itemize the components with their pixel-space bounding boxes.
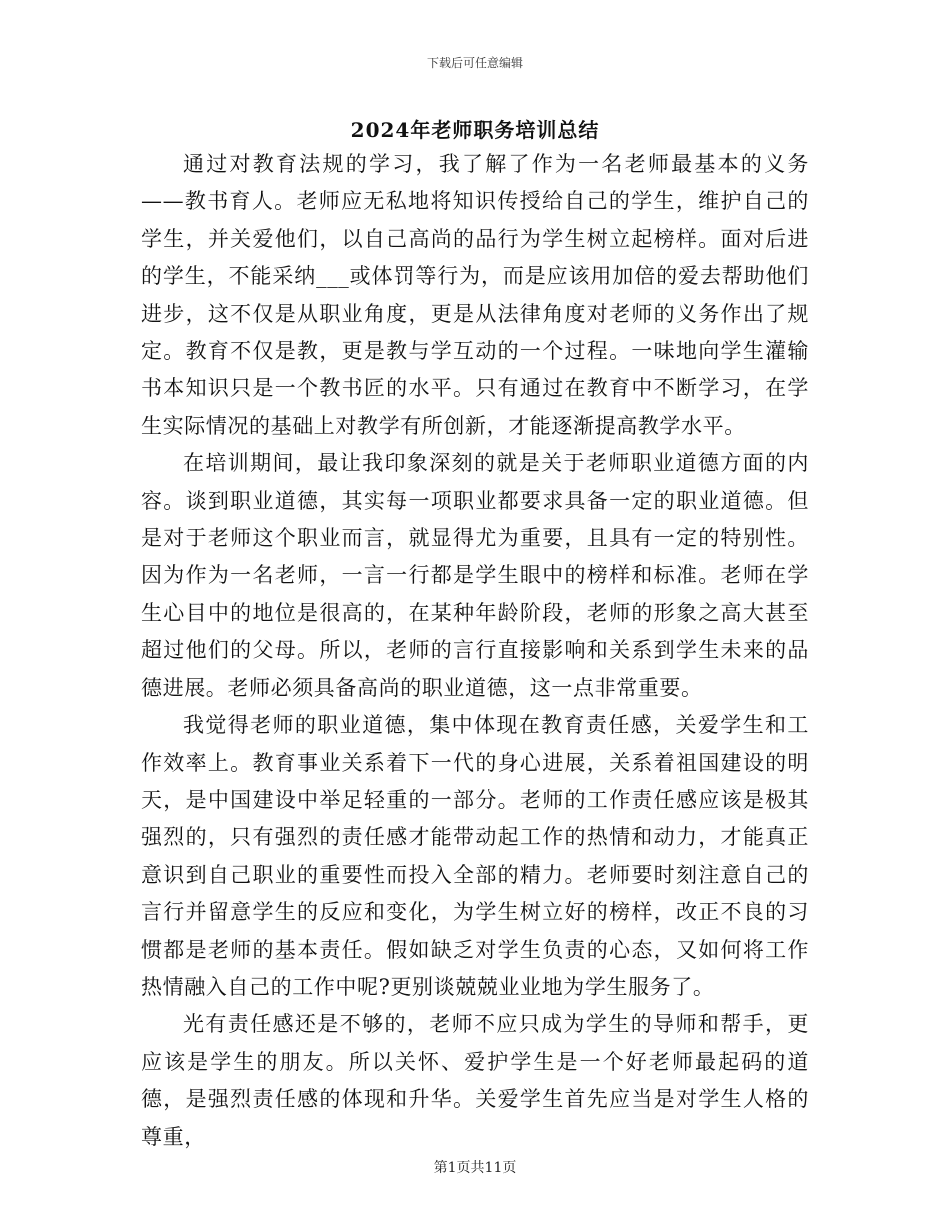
document-body <box>141 146 809 1156</box>
paragraph-1: 通过对教育法规的学习，我了解了作为一名老师最基本的义务——教书育人。老师应无私地将知识传授给自己的学生，维护自己的学生，并关爱他们，以自己高尚的品行为学生树立起榜样。面对后进的学生，不能采纳___或体罚等行为，而是应该用加倍的爱去帮助他们进步，这不仅是从职业角度，更是从法律角度对老师的义务作出了规定。教育不仅是教，更是教与学互动的一个过程。一味地向学生灌输书本知识只是一个教书匠的水平。只有通过在教育中不断学习，在学生实际情况的基础上对教学有所创新，才能逐渐提高教学水平。 <box>141 152 809 438</box>
paragraph-2: 在培训期间，最让我印象深刻的就是关于老师职业道德方面的内容。谈到职业道德，其实每一项职业都要求具备一定的职业道德。但是对于老师这个职业而言，就显得尤为重要，且具有一定的特别性。因为作为一名老师，一言一行都是学生眼中的榜样和标准。老师在学生心目中的地位是很高的，在某种年龄阶段，老师的形象之高大甚至超过他们的父母。所以，老师的言行直接影响和关系到学生未来的品德进展。老师必须具备高尚的职业道德，这一点非常重要。 <box>141 451 809 700</box>
page-number: 第1页共11页 <box>433 1160 517 1176</box>
paragraph-3: 我觉得老师的职业道德，集中体现在教育责任感，关爱学生和工作效率上。教育事业关系着下一代的身心进展，关系着祖国建设的明天，是中国建设中举足轻重的一部分。老师的工作责任感应该是极其强烈的，只有强烈的责任感才能带动起工作的热情和动力，才能真正意识到自己职业的重要性而投入全部的精力。老师要时刻注意自己的言行并留意学生的反应和变化，为学生树立好的榜样，改正不良的习惯都是老师的基本责任。假如缺乏对学生负责的心态，又如何将工作热情融入自己的工作中呢?更别谈兢兢业业地为学生服务了。 <box>141 713 809 999</box>
paragraph-4: 光有责任感还是不够的，老师不应只成为学生的导师和帮手，更应该是学生的朋友。所以关怀、爱护学生是一个好老师最起码的道德，是强烈责任感的体现和升华。关爱学生首先应当是对学生人格的尊重， <box>141 1012 809 1149</box>
document-title: 2024年老师职务培训总结 <box>350 118 600 142</box>
page-header-note: 下载后可任意编辑 <box>426 56 523 70</box>
